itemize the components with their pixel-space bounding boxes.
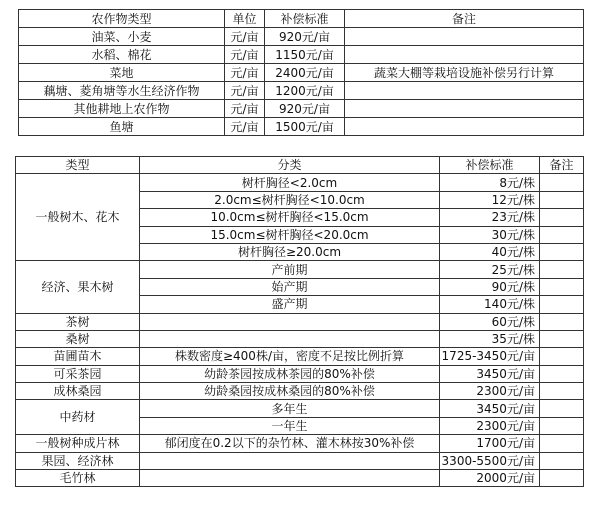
cell-unit: 元/亩 — [225, 46, 265, 64]
cell-note — [540, 470, 584, 487]
table-row — [16, 435, 584, 452]
cell-type: 一般树木、花木 — [16, 174, 140, 261]
cell-standard: 2400元/亩 — [265, 64, 345, 82]
cell-standard: 90元/株 — [440, 278, 540, 295]
cell-standard: 40元/株 — [440, 243, 540, 260]
header-type: 类型 — [16, 157, 140, 174]
cell-note — [540, 417, 584, 434]
table-row — [16, 365, 584, 382]
table-row — [16, 313, 584, 330]
cell-standard: 2300元/亩 — [440, 417, 540, 434]
table-header-row — [19, 10, 584, 28]
cell-category: 多年生 — [140, 400, 440, 417]
cell-note — [540, 226, 584, 243]
cell-unit: 元/亩 — [225, 82, 265, 100]
cell-crop: 菜地 — [19, 64, 225, 82]
cell-note — [540, 191, 584, 208]
cell-standard: 30元/株 — [440, 226, 540, 243]
cell-note — [540, 261, 584, 278]
cell-unit: 元/亩 — [225, 100, 265, 118]
cell-standard: 920元/亩 — [265, 28, 345, 46]
cell-note — [540, 400, 584, 417]
cell-crop: 鱼塘 — [19, 118, 225, 136]
cell-type: 果园、经济林 — [16, 452, 140, 469]
cell-note — [540, 435, 584, 452]
table-row — [19, 118, 584, 136]
cell-note — [540, 296, 584, 313]
header-standard: 补偿标准 — [440, 157, 540, 174]
table-row — [16, 174, 584, 191]
cell-standard: 12元/株 — [440, 191, 540, 208]
cell-standard: 1150元/亩 — [265, 46, 345, 64]
cell-category: 10.0cm≤树杆胸径<15.0cm — [140, 209, 440, 226]
cell-category — [140, 452, 440, 469]
header-crop-type: 农作物类型 — [19, 10, 225, 28]
cell-crop: 水稻、棉花 — [19, 46, 225, 64]
cell-standard: 60元/株 — [440, 313, 540, 330]
cell-category: 幼龄茶园按成林茶园的80%补偿 — [140, 365, 440, 382]
cell-category: 始产期 — [140, 278, 440, 295]
crop-compensation-table — [18, 9, 584, 136]
cell-type: 中药材 — [16, 400, 140, 435]
cell-note — [540, 348, 584, 365]
cell-type: 苗圃苗木 — [16, 348, 140, 365]
cell-category: 产前期 — [140, 261, 440, 278]
cell-type: 桑树 — [16, 330, 140, 347]
cell-note — [540, 452, 584, 469]
table-row — [16, 261, 584, 278]
cell-note: 蔬菜大棚等栽培设施补偿另行计算 — [345, 64, 584, 82]
cell-category — [140, 330, 440, 347]
table-row — [16, 383, 584, 400]
cell-type: 茶树 — [16, 313, 140, 330]
cell-standard: 2000元/亩 — [440, 470, 540, 487]
cell-note — [540, 313, 584, 330]
table-row — [19, 46, 584, 64]
table-row — [19, 100, 584, 118]
cell-standard: 23元/株 — [440, 209, 540, 226]
cell-category: 一年生 — [140, 417, 440, 434]
header-note: 备注 — [540, 157, 584, 174]
cell-note — [540, 278, 584, 295]
cell-category: 15.0cm≤树杆胸径<20.0cm — [140, 226, 440, 243]
cell-note — [540, 383, 584, 400]
cell-note — [345, 82, 584, 100]
cell-note — [540, 209, 584, 226]
cell-standard: 3450元/亩 — [440, 400, 540, 417]
cell-note — [540, 330, 584, 347]
cell-crop: 油菜、小麦 — [19, 28, 225, 46]
table-row — [19, 28, 584, 46]
tree-compensation-table — [15, 156, 584, 487]
table-row — [16, 330, 584, 347]
cell-type: 可采茶园 — [16, 365, 140, 382]
cell-unit: 元/亩 — [225, 64, 265, 82]
cell-standard: 8元/株 — [440, 174, 540, 191]
cell-standard: 25元/株 — [440, 261, 540, 278]
table-row — [16, 470, 584, 487]
cell-standard: 920元/亩 — [265, 100, 345, 118]
cell-note — [540, 365, 584, 382]
cell-category: 树杆胸径≥20.0cm — [140, 243, 440, 260]
cell-type: 经济、果木树 — [16, 261, 140, 313]
cell-category: 郁闭度在0.2以下的杂竹林、灌木林按30%补偿 — [140, 435, 440, 452]
cell-category: 树杆胸径<2.0cm — [140, 174, 440, 191]
table-row — [16, 452, 584, 469]
cell-standard: 1500元/亩 — [265, 118, 345, 136]
table-row — [16, 400, 584, 417]
cell-unit: 元/亩 — [225, 28, 265, 46]
header-category: 分类 — [140, 157, 440, 174]
cell-crop: 藕塘、菱角塘等水生经济作物 — [19, 82, 225, 100]
cell-note — [345, 28, 584, 46]
table-row — [19, 64, 584, 82]
header-unit: 单位 — [225, 10, 265, 28]
cell-standard: 140元/株 — [440, 296, 540, 313]
table-row — [16, 348, 584, 365]
cell-note — [540, 174, 584, 191]
table-row — [19, 82, 584, 100]
cell-unit: 元/亩 — [225, 118, 265, 136]
cell-note — [540, 243, 584, 260]
cell-standard: 1725-3450元/亩 — [440, 348, 540, 365]
cell-crop: 其他耕地上农作物 — [19, 100, 225, 118]
cell-standard: 35元/株 — [440, 330, 540, 347]
header-standard: 补偿标准 — [265, 10, 345, 28]
cell-standard: 1200元/亩 — [265, 82, 345, 100]
cell-standard: 1700元/亩 — [440, 435, 540, 452]
cell-category — [140, 313, 440, 330]
cell-category: 幼龄桑园按成林桑园的80%补偿 — [140, 383, 440, 400]
cell-type: 毛竹林 — [16, 470, 140, 487]
header-note: 备注 — [345, 10, 584, 28]
table-header-row — [16, 157, 584, 174]
cell-category: 盛产期 — [140, 296, 440, 313]
cell-type: 一般树种成片林 — [16, 435, 140, 452]
cell-category: 株数密度≥400株/亩，密度不足按比例折算 — [140, 348, 440, 365]
cell-category — [140, 470, 440, 487]
cell-note — [345, 118, 584, 136]
cell-standard: 3450元/亩 — [440, 365, 540, 382]
cell-standard: 3300-5500元/亩 — [440, 452, 540, 469]
cell-note — [345, 46, 584, 64]
cell-type: 成林桑园 — [16, 383, 140, 400]
cell-standard: 2300元/亩 — [440, 383, 540, 400]
cell-category: 2.0cm≤树杆胸径<10.0cm — [140, 191, 440, 208]
cell-note — [345, 100, 584, 118]
